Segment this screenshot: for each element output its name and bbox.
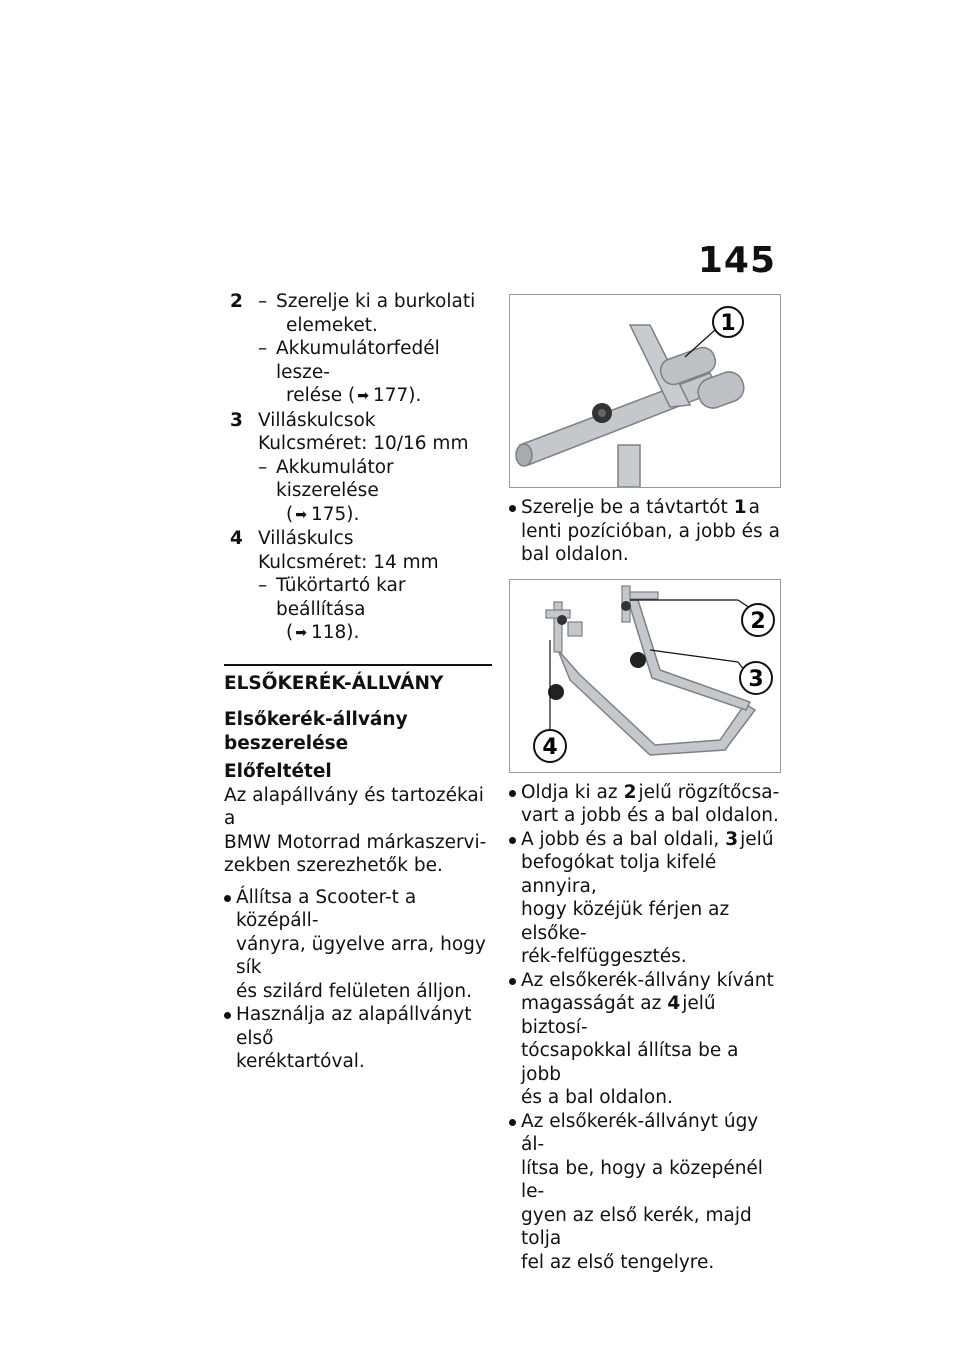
list-item: Az elsőkerék-állványt úgy ál- lítsa be, hogy a közepénél le- gyen az első kerék, majd tolja fel az első tengelyre. (509, 1110, 781, 1275)
callout-1: 1 (720, 311, 736, 336)
dash-line: – Szerelje ki a burkolati elemeket. (258, 291, 476, 336)
front-stand-illustration (510, 580, 780, 772)
callout-4: 4 (542, 734, 558, 760)
page-ref-arrow-icon: ➡ (295, 506, 307, 523)
tool-item-4: 4 Villáskulcs Kulcsméret: 14 mm – Tükörtartó kar beállítása ( ➡ 118). (224, 527, 492, 646)
spacer-figure (509, 294, 781, 488)
callout-2: 2 (750, 608, 766, 634)
prerequisite-text: Az alapállvány és tartozékai a BMW Motorrad márkaszervi- zekben szerezhetők be. (224, 784, 487, 876)
subsection-title: Elsőkerék-állvány beszerelése (224, 708, 408, 754)
list-item: Szerelje be a távtartót 1 a lenti pozícióban, a jobb és a bal oldalon. (509, 496, 781, 567)
tool-item-2 (224, 290, 492, 409)
page-ref-arrow-icon: ➡ (295, 625, 307, 641)
section-divider (224, 664, 492, 1074)
item-number: 2 (230, 291, 243, 312)
callout-3: 3 (748, 666, 764, 692)
page-ref[interactable]: 118). (310, 622, 360, 643)
section-title: ELSŐKERÉK-ÁLLVÁNY (224, 672, 444, 694)
dash-line: – Tükörtartó kar beállítása ( ➡ 118). (258, 574, 492, 646)
list-item: Használja az alapállványt első keréktartóval. (224, 1003, 492, 1074)
item-number: 4 (230, 528, 243, 549)
stand-spacer-illustration (510, 295, 780, 487)
page-ref[interactable]: 175). (310, 503, 360, 525)
item-number: 3 (230, 409, 243, 431)
list-item: Oldja ki az 2 jelű rögzítőcsa- vart a jobb és a bal oldalon. (509, 781, 781, 828)
page-number: 145 (697, 240, 776, 281)
right-column (509, 294, 781, 1274)
dash-line: – Akkumulátor kiszerelése ( ➡ 175). (258, 456, 492, 528)
page-ref-arrow-icon: ➡ (357, 388, 369, 404)
left-column (224, 290, 492, 1074)
list-item: Az elsőkerék-állvány kívánt magasságát az 4 jelű biztosí- tócsapokkal állítsa be a jobb és a bal oldalon. (509, 969, 781, 1110)
prerequisite-title: Előfeltétel (224, 760, 332, 782)
list-item: Állítsa a Scooter-t a középáll- ványra, ügyelve arra, hogy sík és szilárd felületen álljon. (224, 886, 492, 1004)
tool-item-3: 3 Villáskulcsok Kulcsméret: 10/16 mm – Akkumulátor kiszerelése ( ➡ 175). (224, 409, 492, 528)
list-item: A jobb és a bal oldali, 3 jelű befogókat tolja kifelé annyira, hogy közéjük férjen az elsőke- rék-felfüggesztés. (509, 828, 781, 969)
front-stand-figure (509, 579, 781, 773)
dash-line: – Akkumulátorfedél lesze- relése ( ➡ 177). (258, 337, 492, 409)
page-ref[interactable]: 177). (372, 385, 422, 406)
